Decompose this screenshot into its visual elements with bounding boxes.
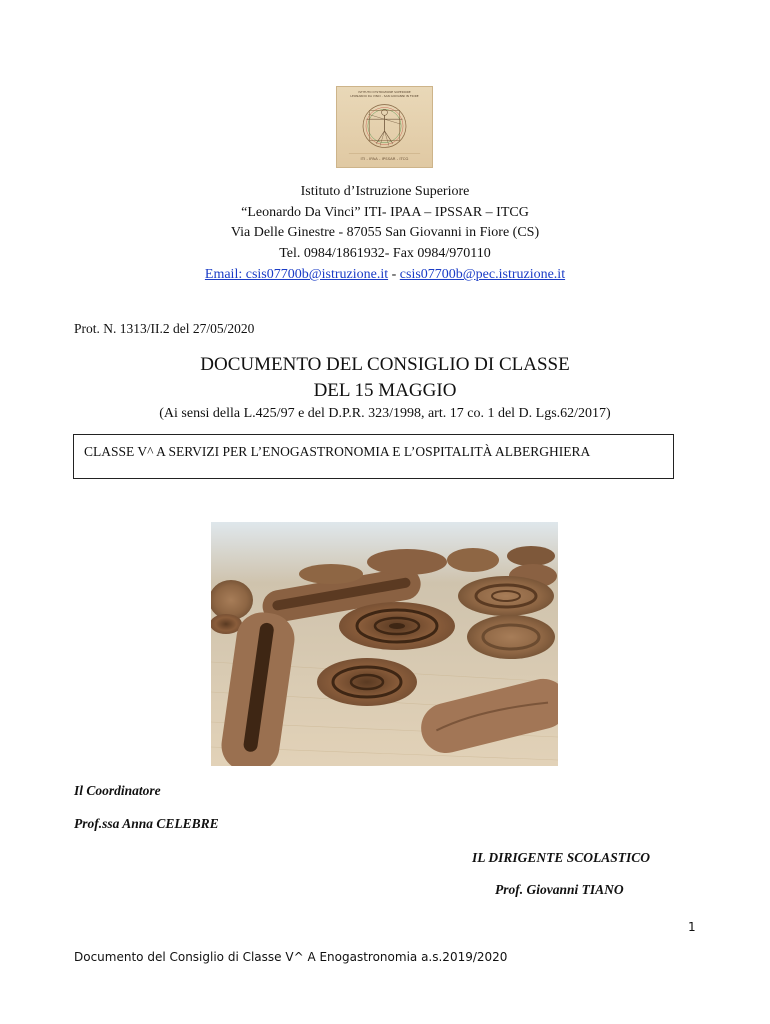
logo-text-top: ISTITUTO D'ISTRUZIONE SUPERIORE	[358, 89, 411, 94]
pec-link[interactable]: csis07700b@pec.istruzione.it	[399, 267, 566, 282]
school-logo	[336, 86, 433, 168]
page-footer: Documento del Consiglio di Classe V^ A Enogastronomia a.s.2019/2020	[74, 950, 508, 964]
logo-text-bottom: ITI - IPAA - IPSSAR - ITCG	[360, 156, 409, 162]
protocol-number: Prot. N. 1313/II.2 del 27/05/2020	[74, 321, 255, 336]
class-box	[73, 434, 674, 479]
header-line-4: Tel. 0984/1861932- Fax 0984/970110	[279, 246, 491, 261]
email-link[interactable]: Email: csis07700b@istruzione.it	[204, 267, 389, 282]
principal-name: Prof. Giovanni TIANO	[495, 882, 624, 897]
coordinator-role: Il Coordinatore	[74, 783, 161, 798]
class-box-text: CLASSE V^ A SERVIZI PER L’ENOGASTRONOMIA E L’OSPITALITÀ ALBERGHIERA	[84, 444, 591, 459]
header-contacts	[0, 268, 770, 282]
document-title-date: DEL 15 MAGGIO	[313, 380, 457, 401]
header-line-1: Istituto d’Istruzione Superiore	[300, 184, 470, 199]
document-title: DOCUMENTO DEL CONSIGLIO DI CLASSE	[200, 354, 570, 375]
header-line-2: “Leonardo Da Vinci” ITI- IPAA – IPSSAR – ITCG	[241, 205, 529, 220]
logo-text-top-2: LEONARDO DA VINCI - SAN GIOVANNI IN FIORE	[350, 93, 419, 98]
principal-role: IL DIRIGENTE SCOLASTICO	[472, 850, 651, 865]
page-number: 1	[688, 920, 696, 934]
coordinator-name: Prof.ssa Anna CELEBRE	[74, 816, 219, 831]
document-subtitle: (Ai sensi della L.425/97 e del D.P.R. 323/1998, art. 17 co. 1 del D. Lgs.62/2017)	[159, 406, 611, 421]
email-separator: -	[388, 267, 400, 282]
header-line-3: Via Delle Ginestre - 87055 San Giovanni in Fiore (CS)	[230, 225, 540, 240]
pastry-photo	[211, 522, 558, 766]
